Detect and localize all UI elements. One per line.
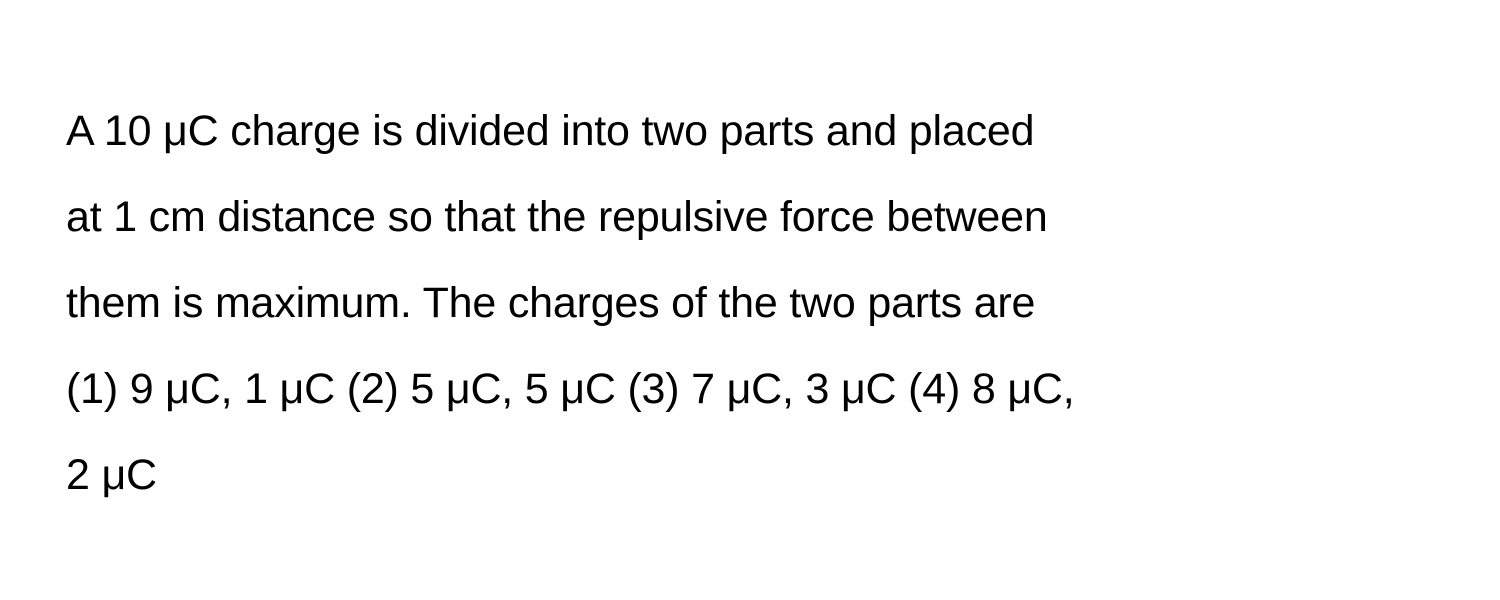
question-line-1: A 10 μC charge is divided into two parts and placed bbox=[66, 107, 1035, 155]
question-text bbox=[66, 88, 1446, 518]
question-line-5-options: 2 μC bbox=[66, 451, 157, 499]
question-line-2: at 1 cm distance so that the repulsive force between bbox=[66, 193, 1048, 241]
document-page bbox=[66, 88, 1446, 518]
question-line-4-options: (1) 9 μC, 1 μC (2) 5 μC, 5 μC (3) 7 μC, 3 μC (4) 8 μC, bbox=[66, 365, 1075, 413]
question-line-3: them is maximum. The charges of the two parts are bbox=[66, 279, 1036, 327]
